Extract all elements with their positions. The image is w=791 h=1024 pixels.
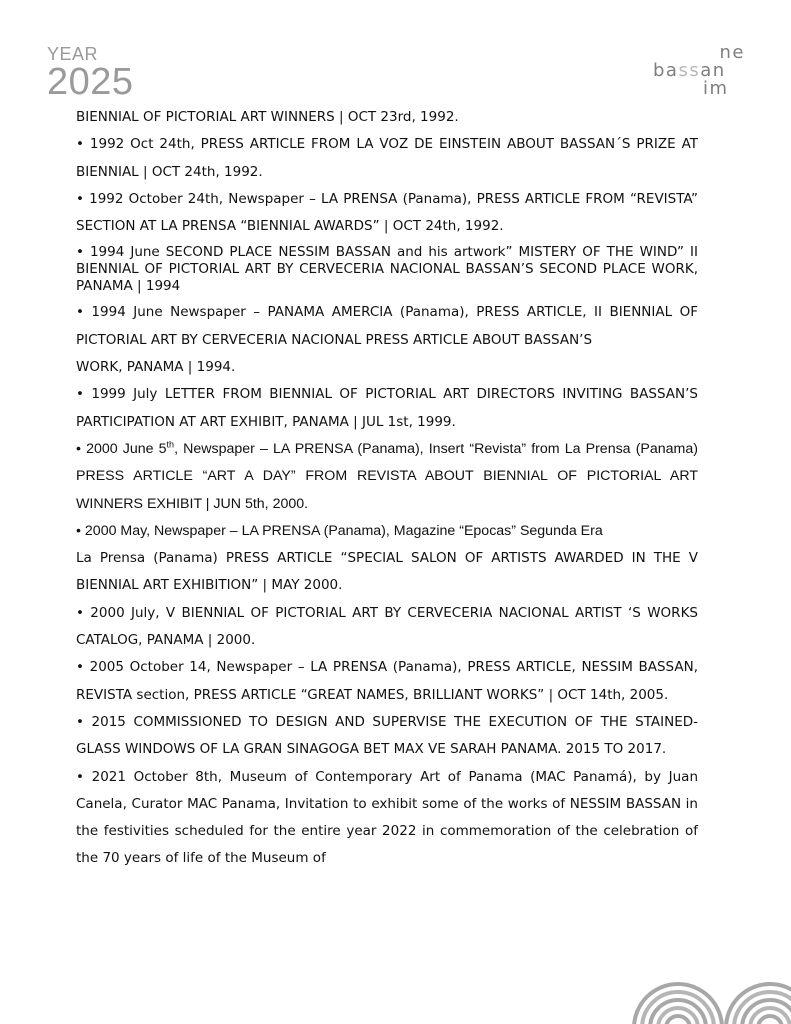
concentric-circles-icon xyxy=(630,980,791,1024)
year-label: YEAR xyxy=(47,44,99,64)
list-item: • 2000 July, V BIENNIAL OF PICTORIAL ART BY CERVECERIA NACIONAL ARTIST ‘S WORKS CATALOG, PANAMA | 2000. xyxy=(76,604,698,649)
brand-logo-line-1: ne xyxy=(719,42,745,63)
year-value: 2025 xyxy=(47,61,134,103)
superscript: th xyxy=(166,439,175,450)
paragraph: La Prensa (Panama) PRESS ARTICLE “SPECIAL SALON OF ARTISTS AWARDED IN THE V BIENNIAL ART EXHIBITION” | MAY 2000. xyxy=(76,550,698,594)
text-run: , Newspaper – LA PRENSA (Panama), Insert “Revista” from La Prensa (Panama) PRESS ARTICLE “ART A DAY” FROM REVISTA ABOUT BIENNIAL OF PICTORIAL ART WINNERS EXHIBIT | JUN 5th, 2000. xyxy=(76,440,698,512)
paragraph: BIENNIAL OF PICTORIAL ART WINNERS | OCT 23rd, 1992. xyxy=(76,109,459,125)
list-item: • 1992 Oct 24th, PRESS ARTICLE FROM LA VOZ DE EINSTEIN ABOUT BASSAN´S PRIZE AT BIENNIAL | OCT 24th, 1992. xyxy=(76,136,698,180)
list-item: • 1994 June Newspaper – PANAMA AMERCIA (Panama), PRESS ARTICLE, II BIENNIAL OF PICTORIAL ART BY CERVECERIA NACIONAL PRESS ARTICLE ABOUT BASSAN’S xyxy=(76,304,698,348)
brand-logo-part: an xyxy=(700,60,726,81)
list-item: • 1999 July LETTER FROM BIENNIAL OF PICTORIAL ART DIRECTORS INVITING BASSAN’S PARTICIPATION AT ART EXHIBIT, PANAMA | JUL 1st, 1999. xyxy=(76,386,698,430)
document-body xyxy=(76,104,698,873)
list-item xyxy=(76,436,698,518)
list-item: • 1992 October 24th, Newspaper – LA PRENSA (Panama), PRESS ARTICLE FROM “REVISTA” SECTION AT LA PRENSA “BIENNIAL AWARDS” | OCT 24th, 1992. xyxy=(76,190,698,235)
year-header xyxy=(47,44,134,103)
brand-logo-line-2 xyxy=(647,62,747,80)
concentric-circles-decoration xyxy=(630,980,791,1024)
brand-logo xyxy=(647,44,747,98)
list-item: • 2021 October 8th, Museum of Contemporary Art of Panama (MAC Panamá), by Juan Canela, Curator MAC Panama, Invitation to exhibit some of the works of NESSIM BASSAN in the festivities scheduled for the entire year 2022 in commemoration of the celebration of the 70 years of life of the Museum of xyxy=(76,768,698,867)
brand-logo-highlight: ss xyxy=(678,60,701,81)
list-item: • 2000 May, Newspaper – LA PRENSA (Panama), Magazine “Epocas” Segunda Era xyxy=(76,522,603,539)
list-item: • 2015 COMMISSIONED TO DESIGN AND SUPERVISE THE EXECUTION OF THE STAINED-GLASS WINDOWS OF LA GRAN SINAGOGA BET MAX VE SARAH PANAMA. 2015 TO 2017. xyxy=(76,713,698,758)
brand-logo-part: ba xyxy=(653,60,679,81)
list-item: • 2005 October 14, Newspaper – LA PRENSA (Panama), PRESS ARTICLE, NESSIM BASSAN, REVISTA section, PRESS ARTICLE “GREAT NAMES, BRILLIANT WORKS” | OCT 14th, 2005. xyxy=(76,659,698,703)
text-run: • 2000 June 5 xyxy=(76,440,167,457)
list-item: • 1994 June SECOND PLACE NESSIM BASSAN and his artwork” MISTERY OF THE WIND” II BIENNIAL OF PICTORIAL ART BY CERVECERIA NACIONAL BASSAN’S SECOND PLACE WORK, PANAMA | 1994 xyxy=(76,244,698,295)
paragraph: WORK, PANAMA | 1994. xyxy=(76,359,236,376)
brand-logo-line-3: im xyxy=(703,78,729,99)
